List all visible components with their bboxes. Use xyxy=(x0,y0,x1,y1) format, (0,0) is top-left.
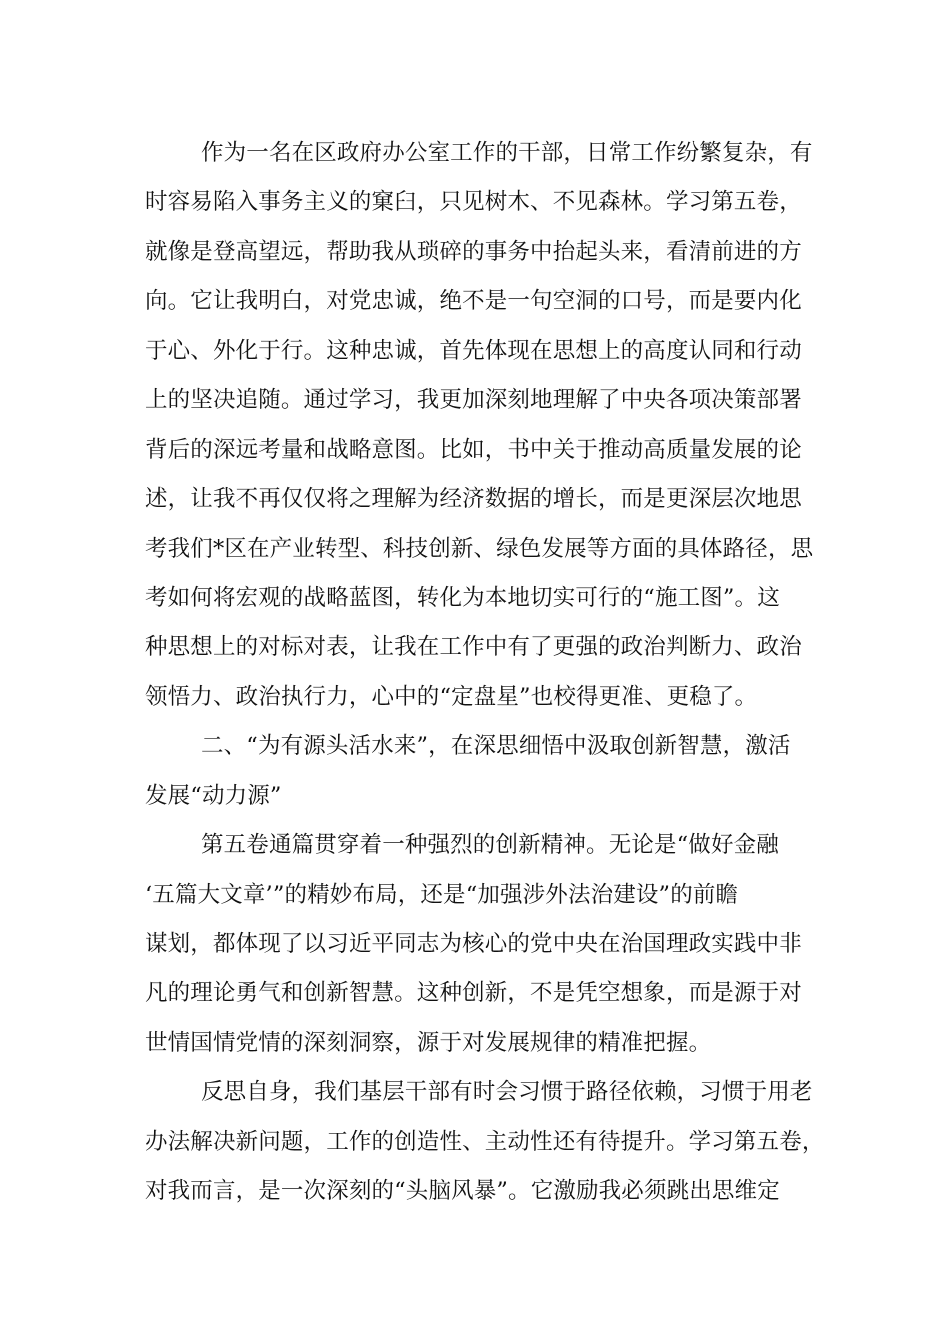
text-line: 凡的理论勇气和创新智慧。这种创新，不是凭空想象，而是源于对 xyxy=(145,980,802,1007)
heading-line: 二、“为有源头活水来”，在深思细悟中汲取创新智慧，激活 xyxy=(201,733,791,760)
text-line: 上的坚决追随。通过学习，我更加深刻地理解了中央各项决策部署 xyxy=(145,387,802,414)
text-line: 对我而言，是一次深刻的“头脑风暴”。它激励我必须跳出思维定 xyxy=(145,1178,780,1205)
paragraph-reflection xyxy=(145,1068,825,1216)
text-line: 于心、外化于行。这种忠诚，首先体现在思想上的高度认同和行动 xyxy=(145,337,802,364)
heading-line: 发展“动力源” xyxy=(145,782,282,809)
text-line: 时容易陷入事务主义的窠臼，只见树木、不见森林。学习第五卷， xyxy=(145,189,802,216)
text-line: 向。它让我明白，对党忠诚，绝不是一句空洞的口号，而是要内化 xyxy=(145,288,802,315)
text-line: 述，让我不再仅仅将之理解为经济数据的增长，而是更深层次地思 xyxy=(145,486,802,513)
paragraph-innovation xyxy=(145,821,825,1068)
text-line: 世情国情党情的深刻洞察，源于对发展规律的精准把握。 xyxy=(145,1029,712,1056)
text-line: 反思自身，我们基层干部有时会习惯于路径依赖，习惯于用老 xyxy=(201,1079,813,1106)
document-body xyxy=(145,129,825,1217)
text-line: 办法解决新问题，工作的创造性、主动性还有待提升。学习第五卷， xyxy=(145,1128,825,1155)
text-line: 谋划，都体现了以习近平同志为核心的党中央在治国理政实践中非 xyxy=(145,931,802,957)
text-line: 种思想上的对标对表，让我在工作中有了更强的政治判断力、政治 xyxy=(145,634,802,661)
text-line: 第五卷通篇贯穿着一种强烈的创新精神。无论是“做好金融 xyxy=(201,832,779,859)
text-line: 领悟力、政治执行力，心中的“定盘星”也校得更准、更稳了。 xyxy=(145,683,758,710)
text-line: 考如何将宏观的战略蓝图，转化为本地切实可行的“施工图”。这 xyxy=(145,584,780,611)
text-line: 背后的深远考量和战略意图。比如，书中关于推动高质量发展的论 xyxy=(145,436,802,463)
text-line: 作为一名在区政府办公室工作的干部，日常工作纷繁复杂，有 xyxy=(201,140,813,166)
section-heading-two xyxy=(145,722,825,821)
paragraph-loyalty xyxy=(145,129,825,722)
text-line: 就像是登高望远，帮助我从琐碎的事务中抬起头来，看清前进的方 xyxy=(145,238,802,265)
text-line: 考我们*区在产业转型、科技创新、绿色发展等方面的具体路径，思 xyxy=(145,535,814,562)
text-line: ‘五篇大文章’”的精妙布局，还是“加强涉外法治建设”的前瞻 xyxy=(145,881,739,908)
